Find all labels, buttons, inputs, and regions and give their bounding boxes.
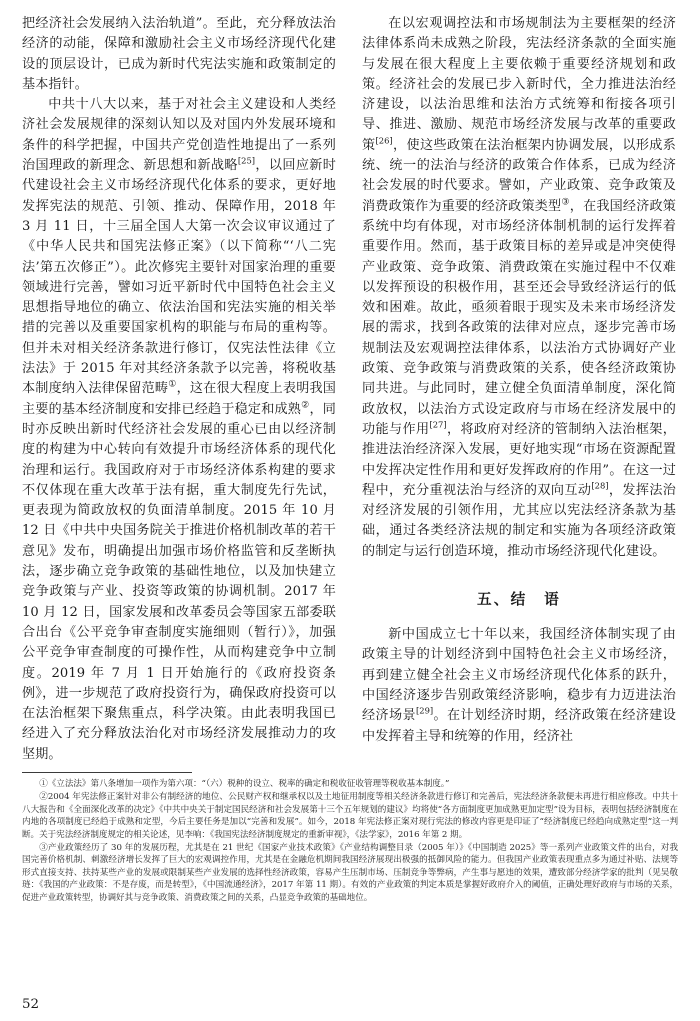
footnote-item: [22, 842, 678, 904]
text-run: ，使这些政策在法治框架内协调发展，以形成系统、统一的法治与经济的政策合作体系，已成为经济社会发展的时代要求。譬如，产业政策、竞争政策及消费政策作为重要的经济政策类型: [362, 137, 676, 214]
right-column: [362, 14, 676, 759]
citation-ref-26: [26]: [375, 135, 393, 146]
footnote-marker: ③: [39, 843, 48, 854]
page-number: 52: [22, 997, 40, 1012]
text-run: ，将政府对经济的管制纳入法治框架，推进法治经济深入发展，更好地实现“市场在资源配置中发挥决定性作用和更好发挥政府的作用”。在这一过程中，充分重视法治与经济的双向互动: [362, 421, 676, 498]
citation-ref-28: [28]: [591, 480, 609, 491]
footnote-section: [22, 772, 678, 905]
footnote-text: 《立法法》第八条增加一项作为第六项：“（六）税种的设立、税率的确定和税收征收管理等税收基本制度。”: [47, 779, 450, 789]
paragraph-18th-congress: [22, 95, 336, 765]
footnote-item: [22, 778, 678, 790]
footnote-marker: ②: [39, 792, 48, 803]
footnote-text: 产业政策经历了 30 年的发展历程，尤其是在 21 世纪《国家产业技术政策》《产业结构调整目录（2005 年）》《中国制造 2025》等一系列产业政策文件的出台，对我国完善价格机制、刺激经济增长发挥了巨大的宏观调控作用，尤其是在金融危机期间我国经济展现出极强的抵御风险的能力。但我国产业政策表现重点多为通过补贴、法规等形式直接支持、扶持某些产业的发展或限制某些产业发展的选择性经济政策，容易产生压制市场、压制竞争等弊病，产生事与愿违的效果，遭致部分经济学家的批判（见吴敬琏：《我国的产业政策：不是存废，而是转型》，《中国流通经济》，2017 年第 11 期）。有效的产业政策的判定本质是掌握好政府介入的阈值，正确处理好政府与市场的关系，促进产业政策转型，协调好其与竞争政策、消费政策之间的关系，凸显竞争政策的基础地位。: [22, 843, 678, 903]
section-heading-conclusion: 五、结 语: [477, 591, 561, 609]
citation-ref-25: [25]: [237, 155, 256, 166]
footnote-mark-1: ①: [168, 378, 177, 390]
footnote-item: [22, 791, 678, 841]
text-run: 在以宏观调控法和市场规制法为主要框架的经济法律体系尚未成熟之阶段，宪法经济条款的全面实施与发展在很大程度上主要依赖于重要经济规划和政策。经济社会的发展已步入新时代，全力推进法治经济建设，以法治思维和法治方式统筹和衔接各项引导、推进、激励、规范市场经济发展与改革的重要政策: [362, 16, 676, 153]
citation-ref-27: [27]: [429, 419, 447, 430]
left-column: [22, 14, 336, 762]
text-run: ，发挥法治对经济发展的引领作用，尤其应以宪法经济条款为基础，通过各类经济法规的制定和实施为各项经济政策的制定与运行创造环境，推动市场经济现代化建设。: [362, 482, 676, 559]
paragraph-conclusion: [362, 625, 676, 747]
text-run: 。在计划经济时期，经济政策在经济建设中发挥着主导和统筹的作用，经济社: [362, 708, 676, 744]
paragraph-macro-regulation: [362, 14, 676, 562]
text-run: 新中国成立七十年以来，我国经济体制实现了由政策主导的计划经济到中国特色社会主义市场经济，再到建立健全社会主义市场经济现代化体系的跃升，中国经济逐步告别政策经济影响，稳步有力迈进法治经济场景: [362, 627, 676, 724]
text-run: ，在我国经济政策系统中均有体现，对市场经济体制机制的运行发挥着重要作用。然而，基于政策目标的差异或是冲突使得产业政策、竞争政策、消费政策在实施过程中不仅难以发挥预设的积极作用，甚至还会导致经济运行的低效和困难。故此，亟须着眼于现实及未来市场经济发展的需求，找到各政策的法律对应点，逐步完善市场规制法及宏观调控法律体系，以法治方式协调好产业政策、竞争政策与消费政策的关系，使各经济政策协同共进。与此同时，建立健全负面清单制度，深化简政放权，以法治方式设定政府与市场在经济发展中的功能与作用: [362, 198, 676, 437]
two-column-body: [22, 14, 678, 762]
text-run: ，这在很大程度上表明我国主要的基本经济制度和安排已经趋于稳定和成熟: [22, 381, 336, 417]
footnote-marker: ①: [39, 779, 48, 789]
text-run: ，同时亦反映出新时代经济社会发展的重心已由以经济制度的构建为中心转向有效提升市场经济体系的现代化治理和运行。我国政府对于市场经济体系构建的要求不仅体现在重大改革于法有据，重大制度先行先试，更表现为简政放权的负面清单制度。2015 年 10 月 12 日《中共中央国务院关于推进价格机制改革的若干意见》发布，明确提出加强市场价格监管和反垄断执法，逐步确立竞争政策的基础性地位，以及加快建立竞争政策与产业、投资等政策的协调机制。2017 年 10 月 12 日，国家发展和改革委员会等国家五部委联合出台《公平竞争审查制度实施细则（暂行）》，加强公平竞争审查制度的可操作性，从而构建竞争中立制度。2019 年 7 月 1 日开始施行的《政府投资条例》，进一步规范了政府投资行为，确保政府投资可以在法治框架下聚焦重点，科学决策。由此表明我国已经进入了充分释放法治化对市场经济发展推动力的攻坚期。: [22, 401, 336, 762]
paragraph-continued: 把经济社会发展纳入法治轨道”。至此，充分释放法治经济的动能，保障和激励社会主义市场经济现代化建设的顶层设计，已成为新时代宪法实施和政策制定的基本指针。: [22, 16, 336, 92]
footnote-text: 2004 年宪法修正案针对非公有制经济的地位、公民财产权和继承权以及土地征用制度等相关经济条款进行修订和完善后，宪法经济条款便未再进行相应修改。中共十八大报告和《全面深化改革的决定》《中共中央关于制定国民经济和社会发展第十三个五年规划的建议》均将使“各方面制度更加成熟更加定型”设为目标，表明包括经济制度在内地的各项制度已经趋于成熟和定型，今后主要任务是加以“完善和发展”。如今，2018 年宪法修正案对现行宪法的修改内容更是印证了“经济制度已经趋向成熟定型”这一判断。关于宪法经济制度规定的相关论述，见李响：《我国宪法经济制度规定的重新审视》，《法学家》，2016 年第 2 期。: [22, 792, 678, 840]
text-run: 中共十八大以来，基于对社会主义建设和人类经济社会发展规律的深刻认知以及对国内外发展环境和条件的科学把握，中国共产党创造性地提出了一系列治国理政的新理念、新思想和新战略: [22, 97, 336, 174]
citation-ref-29: [29]: [415, 705, 434, 716]
footnote-mark-2: ②: [301, 399, 310, 411]
footnote-separator-rule: [22, 772, 192, 773]
footnote-mark-3: ③: [561, 196, 570, 208]
text-run: ，以回应新时代建设社会主义市场经济现代化体系的要求，更好地发挥宪法的规范、引领、推动、保障作用，2018 年 3 月 11 日，十三届全国人大第一次会议审议通过了《中华人民共和国宪法修正案》（以下简称“‘八二宪法’第五次修正”）。此次修宪主要针对国家治理的重要领域进行完善，譬如习近平新时代中国特色社会主义思想指导地位的确立、依法治国和宪法实施的相关举措的完善以及重要国家机构的职能与布局的重构等。但并未对相关经济条款进行修订，仅宪法性法律《立法法》于 2015 年对其经济条款予以完善，将税收基本制度纳入法律保留范畴: [22, 158, 336, 397]
